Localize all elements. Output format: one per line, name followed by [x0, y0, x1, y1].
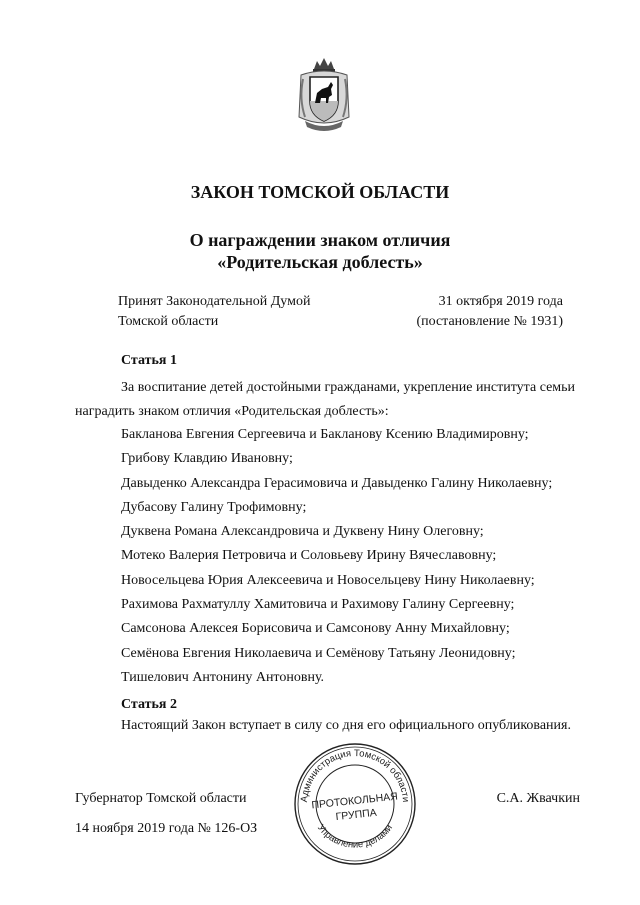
list-item: Тишелович Антонину Антоновну. [121, 669, 325, 685]
article-1-intro [75, 376, 580, 424]
article-2-text: Настоящий Закон вступает в силу со дня его официального опубликования. [121, 718, 571, 733]
article-2-heading: Статья 2 [121, 697, 177, 712]
list-item: Новосельцева Юрия Алексеевича и Новосельцеву Нину Николаевну; [121, 572, 535, 588]
stamp-bottom-text: Управление делами [314, 822, 396, 851]
list-item: Давыденко Александра Герасимовича и Давыденко Галину Николаевну; [121, 475, 553, 491]
law-subject-line-1: О награждении знаком отличия [189, 230, 451, 250]
list-item: Семёнова Евгения Николаевича и Семёнову Татьяну Леонидовну; [121, 645, 516, 661]
stamp-outer-text: Администрация Томской области [298, 747, 412, 803]
signatory-position: Губернатор Томской области [75, 791, 247, 806]
adopted-by-line-1: Принят Законодательной Думой [118, 294, 311, 309]
signatory-name: С.А. Жвачкин [496, 791, 580, 806]
official-stamp [293, 742, 417, 866]
resolution-number: (постановление № 1931) [416, 314, 563, 329]
list-item: Дуквена Романа Александровича и Дуквену Нину Олеговну; [121, 524, 484, 540]
article-1-intro-line-1: За воспитание детей достойными гражданами, укрепление института семьи [121, 380, 576, 395]
adopted-by-line-2: Томской области [118, 314, 219, 329]
coat-of-arms-icon [295, 55, 353, 133]
law-title: ЗАКОН ТОМСКОЙ ОБЛАСТИ [190, 182, 450, 202]
law-issue-date-number: 14 ноября 2019 года № 126-ОЗ [75, 821, 258, 836]
list-item: Грибову Клавдию Ивановну; [121, 451, 293, 467]
stamp-center-line-1: ПРОТОКОЛЬНАЯ [310, 790, 399, 812]
list-item: Самсонова Алексея Борисовича и Самсонову Анну Михайловну; [121, 621, 510, 637]
list-item: Рахимова Рахматуллу Хамитовича и Рахимову Галину Сергеевну; [121, 597, 515, 613]
law-subject-line-2: «Родительская доблесть» [217, 252, 423, 272]
list-item: Бакланова Евгения Сергеевича и Бакланову Ксению Владимировну; [121, 427, 529, 442]
stamp-center-line-2: ГРУППА [335, 806, 378, 824]
adoption-date: 31 октября 2019 года [438, 294, 563, 309]
article-1-intro-line-2: наградить знаком отличия «Родительская доблесть»: [75, 404, 389, 419]
list-item: Мотеко Валерия Петровича и Соловьеву Ирину Вячеславовну; [121, 548, 497, 564]
awardee-list [121, 423, 591, 690]
list-item: Дубасову Галину Трофимовну; [121, 499, 307, 515]
article-1-heading: Статья 1 [121, 353, 177, 368]
